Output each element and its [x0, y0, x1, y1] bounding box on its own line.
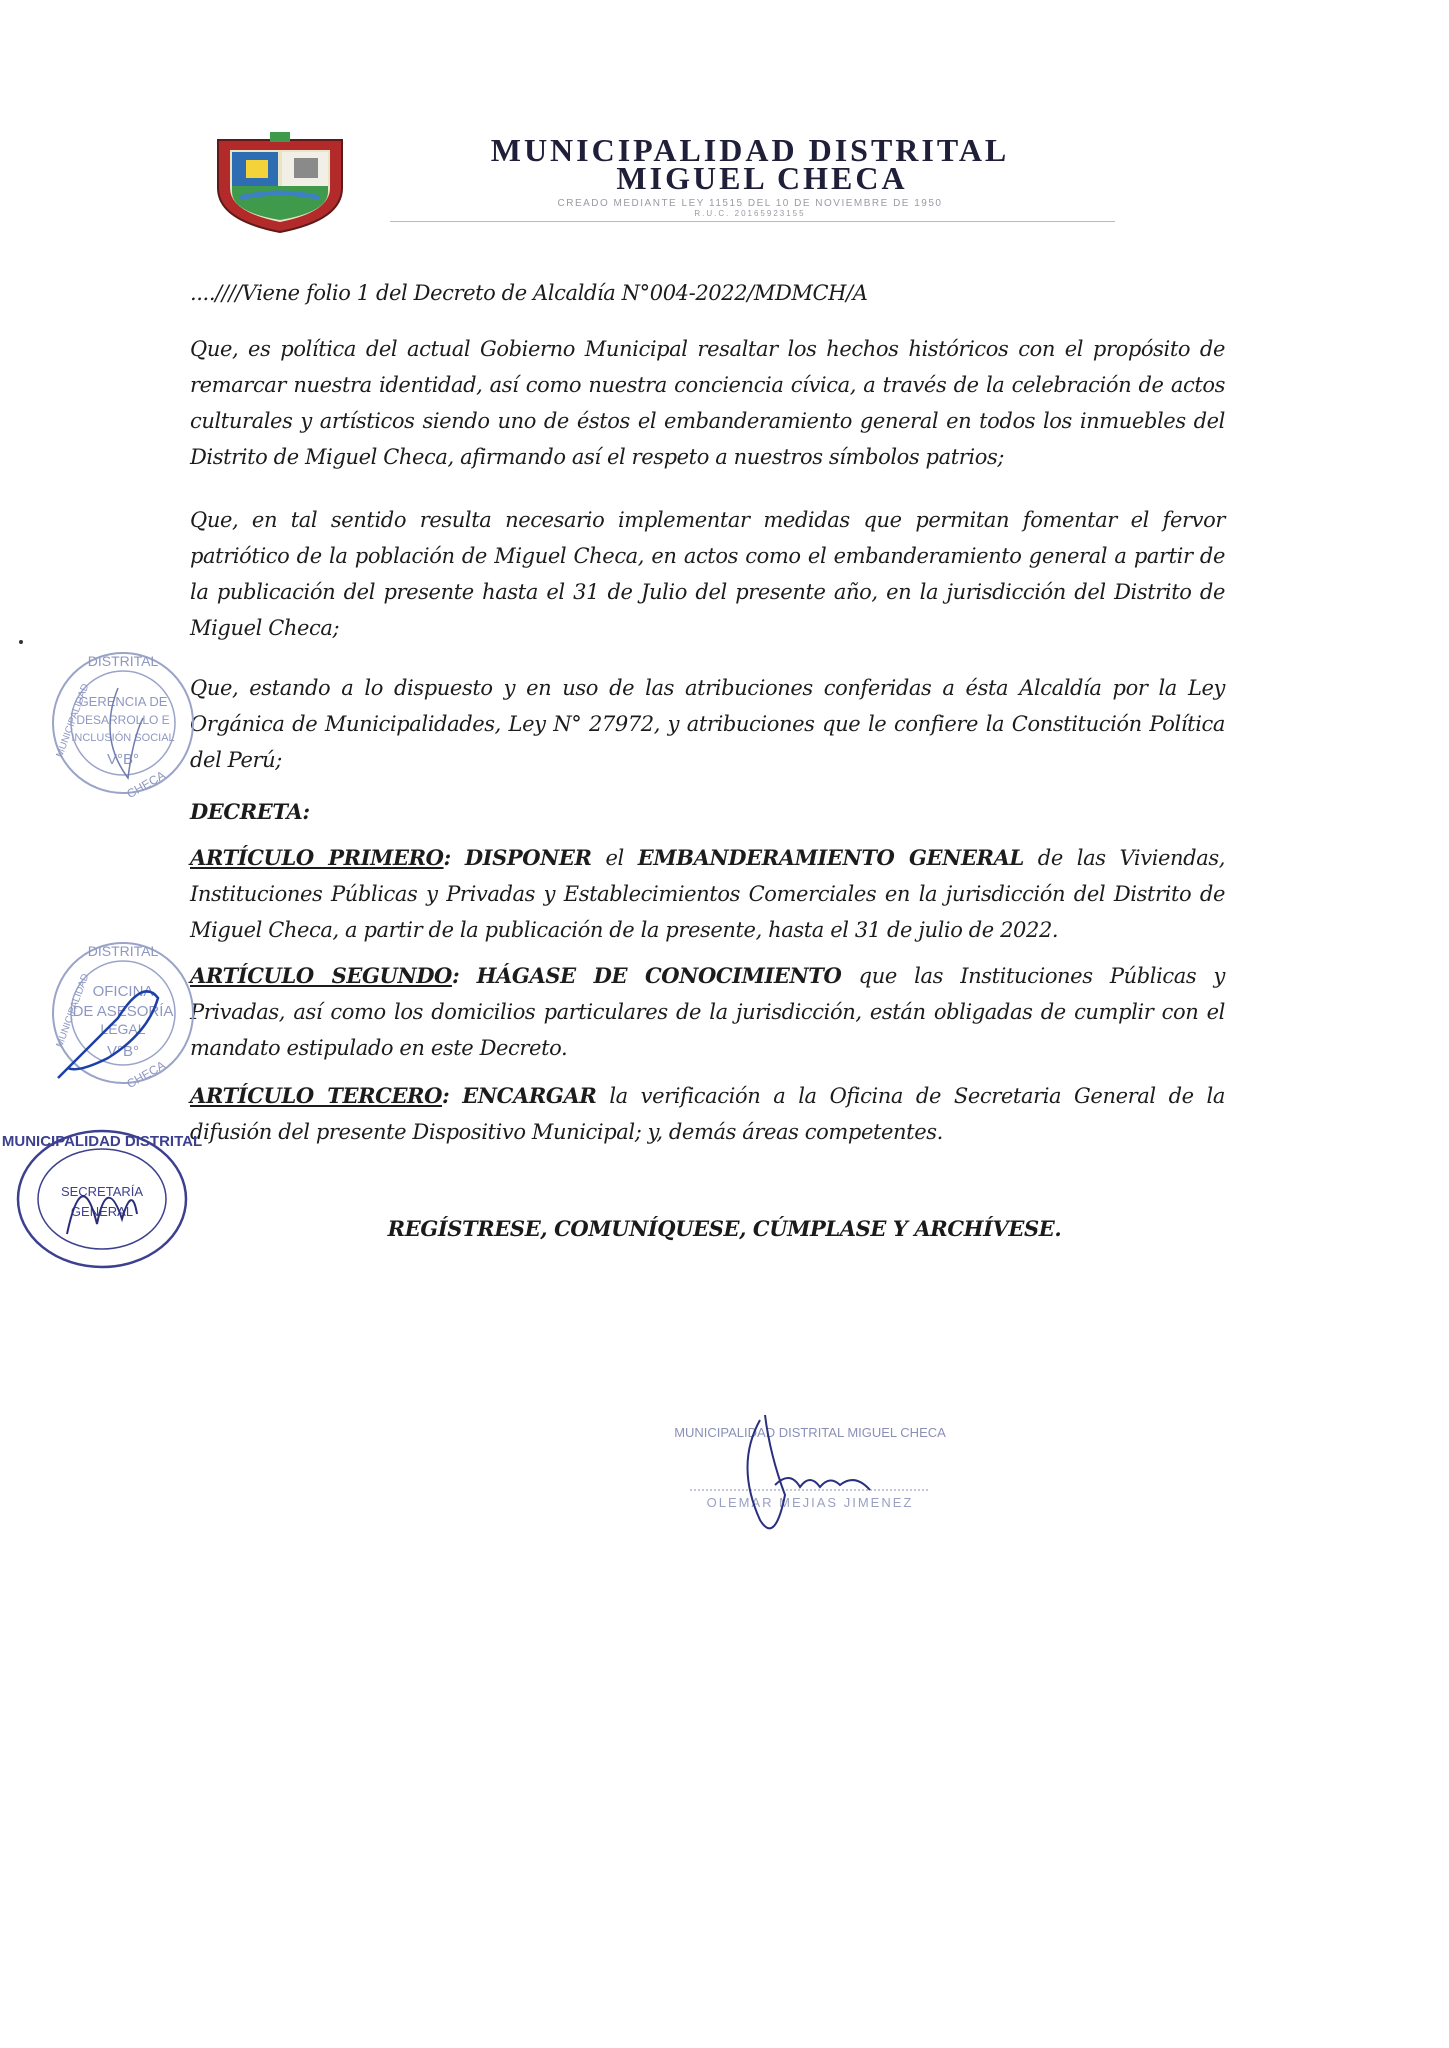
stamp1-side: MUNICIPALIDAD	[54, 682, 92, 760]
articulo-primero-text: de las Viviendas, Instituciones Públicas y Privadas y Establecimientos Comerciales en la jurisdicción del Distrito de Miguel Checa, a partir de la publicación de la presente, hasta el 31 de julio de 2022.	[190, 846, 1225, 942]
articulo-tercero-text: la verificación a la Oficina de Secretaria General de la difusión del presente Dispositivo Municipal; y, demás áreas competentes.	[190, 1084, 1225, 1144]
colon: :	[442, 1083, 450, 1108]
articulo-primero-connector: el	[591, 846, 638, 870]
stamp1-top: DISTRITAL	[87, 653, 159, 669]
stamp-gerencia-desarrollo	[48, 648, 198, 802]
header-organization	[390, 132, 1110, 218]
stamp1-line1: GERENCIA DE	[78, 694, 168, 709]
stamp1-vb: V°B°	[106, 751, 140, 768]
articulo-segundo	[190, 958, 1225, 1066]
articulo-tercero-verb: ENCARGAR	[462, 1083, 597, 1108]
articulo-segundo-verb: HÁGASE DE CONOCIMIENTO	[476, 963, 842, 988]
stamp1-bottom: CHECA	[124, 767, 168, 802]
header-divider	[390, 221, 1115, 222]
folio-reference: ....////Viene folio 1 del Decreto de Alcaldía N°004-2022/MDMCH/A	[190, 281, 868, 305]
stamp2-side: MUNICIPALIDAD	[54, 972, 92, 1050]
stamp2-line1: OFICINA	[92, 983, 154, 1000]
considerando-1: Que, es política del actual Gobierno Municipal resaltar los hechos históricos con el propósito de remarcar nuestra identidad, así como nuestra conciencia cívica, a través de la celebración de actos culturales y artísticos siendo uno de éstos el embanderamiento general en todos los inmuebles del Distrito de Miguel Checa, afirmando así el respeto a nuestros símbolos patrios;	[190, 337, 1225, 469]
articulo-segundo-text: que las Instituciones Públicas y Privadas, así como los domicilios particulares de la jurisdicción, están obligadas de cumplir con el mandato estipulado en este Decreto.	[190, 964, 1225, 1060]
considerando-2: Que, en tal sentido resulta necesario implementar medidas que permitan fomentar el fervor patriótico de la población de Miguel Checa, en actos como el embanderamiento general a partir de la publicación del presente hasta el 31 de Julio del presente año, en la jurisdicción del Distrito de Miguel Checa;	[190, 508, 1225, 640]
stamp1-line3: INCLUSIÓN SOCIAL	[71, 732, 175, 744]
articulo-segundo-title: ARTÍCULO SEGUNDO	[190, 963, 452, 988]
ruc-number: R.U.C. 20165923155	[694, 209, 806, 218]
articulo-primero-title: ARTÍCULO PRIMERO	[190, 845, 444, 870]
articulo-tercero-title: ARTÍCULO TERCERO	[190, 1083, 442, 1108]
articulo-tercero	[190, 1078, 1225, 1150]
municipal-crest-logo	[210, 128, 350, 236]
stamp2-vb: V°B°	[106, 1043, 140, 1060]
stamp3-line2: GENERAL	[70, 1204, 134, 1219]
signature-org: MUNICIPALIDAD DISTRITAL MIGUEL CHECA	[674, 1425, 946, 1440]
stamp3-line1: SECRETARÍA	[60, 1184, 144, 1199]
stamp1-line2: DESARROLLO E	[76, 713, 170, 727]
articulo-primero-object: EMBANDERAMIENTO GENERAL	[637, 845, 1024, 870]
org-name-line2: MIGUEL CHECA	[616, 160, 908, 196]
creation-law-note: CREADO MEDIANTE LEY 11515 DEL 10 DE NOVIEMBRE DE 1950	[557, 198, 943, 209]
stamp3-top: MUNICIPALIDAD DISTRITAL	[1, 1133, 203, 1150]
stamp-asesoria-legal	[48, 938, 198, 1092]
articulo-primero-verb: DISPONER	[464, 845, 592, 870]
colon: :	[443, 845, 451, 870]
considerando-3: Que, estando a lo dispuesto y en uso de las atribuciones conferidas a ésta Alcaldía por la Ley Orgánica de Municipalidades, Ley N° 27972, y atribuciones que le confiere la Constitución Política del Perú;	[190, 676, 1225, 772]
articulo-primero	[190, 840, 1225, 948]
stamp-secretaria-general	[1, 1124, 203, 1278]
stamp2-bottom: CHECA	[124, 1057, 168, 1092]
org-name-line1: MUNICIPALIDAD DISTRITAL	[490, 132, 1010, 168]
closing-formula: REGÍSTRESE, COMUNÍQUESE, CÚMPLASE Y ARCHÍVESE.	[387, 1216, 1062, 1241]
stamp2-line2: DE ASESORÍA	[72, 1003, 174, 1020]
decreta-heading: DECRETA:	[190, 799, 310, 824]
stamp2-top: DISTRITAL	[87, 943, 159, 959]
colon: :	[451, 963, 460, 988]
signature-name: OLEMAR MEJIAS JIMENEZ	[706, 1495, 914, 1510]
margin-dot	[19, 640, 23, 644]
stamp2-line3: LEGAL	[100, 1021, 146, 1037]
signature-block	[660, 1395, 960, 1555]
